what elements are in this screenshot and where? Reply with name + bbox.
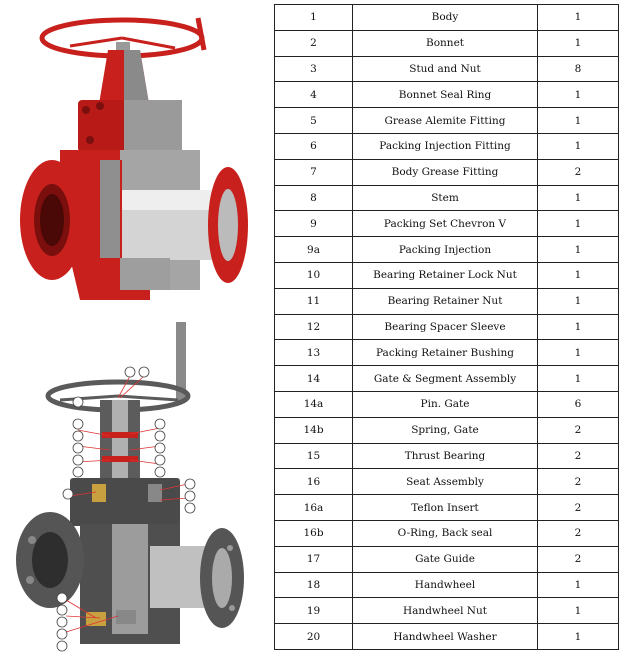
- part-name-cell: Packing Injection: [353, 237, 538, 263]
- part-name-cell: Body: [353, 5, 538, 31]
- part-qty-cell: 2: [538, 495, 619, 521]
- table-row: [275, 30, 619, 56]
- table-row: [275, 391, 619, 417]
- part-number-cell: 7: [275, 159, 353, 185]
- part-qty-cell: 1: [538, 572, 619, 598]
- part-number-cell: 5: [275, 108, 353, 134]
- table-row: [275, 624, 619, 650]
- table-row: [275, 443, 619, 469]
- part-name-cell: Handwheel Nut: [353, 598, 538, 624]
- part-number-cell: 14a: [275, 391, 353, 417]
- part-name-cell: Stud and Nut: [353, 56, 538, 82]
- table-row: [275, 237, 619, 263]
- part-qty-cell: 8: [538, 56, 619, 82]
- part-qty-cell: 1: [538, 598, 619, 624]
- part-qty-cell: 1: [538, 262, 619, 288]
- part-qty-cell: 1: [538, 82, 619, 108]
- table-row: [275, 598, 619, 624]
- part-qty-cell: 2: [538, 417, 619, 443]
- part-name-cell: Handwheel Washer: [353, 624, 538, 650]
- table-row: [275, 262, 619, 288]
- part-qty-cell: 1: [538, 185, 619, 211]
- part-name-cell: Bonnet: [353, 30, 538, 56]
- table-row: [275, 546, 619, 572]
- part-number-cell: 3: [275, 56, 353, 82]
- part-name-cell: Packing Injection Fitting: [353, 133, 538, 159]
- part-qty-cell: 1: [538, 108, 619, 134]
- part-qty-cell: 2: [538, 546, 619, 572]
- part-name-cell: Pin. Gate: [353, 391, 538, 417]
- part-qty-cell: 2: [538, 159, 619, 185]
- part-number-cell: 14: [275, 366, 353, 392]
- part-qty-cell: 6: [538, 391, 619, 417]
- part-name-cell: Teflon Insert: [353, 495, 538, 521]
- part-name-cell: Stem: [353, 185, 538, 211]
- part-name-cell: Handwheel: [353, 572, 538, 598]
- part-qty-cell: 1: [538, 624, 619, 650]
- part-number-cell: 13: [275, 340, 353, 366]
- part-qty-cell: 1: [538, 237, 619, 263]
- valve-illustration: [0, 0, 270, 658]
- table-row: [275, 185, 619, 211]
- part-number-cell: 1: [275, 5, 353, 31]
- part-number-cell: 17: [275, 546, 353, 572]
- table-row: [275, 520, 619, 546]
- part-qty-cell: 2: [538, 520, 619, 546]
- part-name-cell: Gate Guide: [353, 546, 538, 572]
- table-row: [275, 82, 619, 108]
- part-name-cell: Spring, Gate: [353, 417, 538, 443]
- part-qty-cell: 1: [538, 211, 619, 237]
- part-number-cell: 4: [275, 82, 353, 108]
- table-row: [275, 108, 619, 134]
- part-name-cell: Thrust Bearing: [353, 443, 538, 469]
- table-row: [275, 211, 619, 237]
- part-number-cell: 14b: [275, 417, 353, 443]
- part-name-cell: Body Grease Fitting: [353, 159, 538, 185]
- grey-sectional-valve: [16, 322, 244, 651]
- part-number-cell: 16b: [275, 520, 353, 546]
- table-row: [275, 56, 619, 82]
- part-qty-cell: 1: [538, 30, 619, 56]
- table-row: [275, 469, 619, 495]
- table-row: [275, 495, 619, 521]
- part-name-cell: Bearing Spacer Sleeve: [353, 314, 538, 340]
- table-row: [275, 288, 619, 314]
- part-qty-cell: 1: [538, 314, 619, 340]
- part-name-cell: Gate & Segment Assembly: [353, 366, 538, 392]
- part-number-cell: 16: [275, 469, 353, 495]
- part-number-cell: 20: [275, 624, 353, 650]
- part-number-cell: 9a: [275, 237, 353, 263]
- table-row: [275, 159, 619, 185]
- part-qty-cell: 2: [538, 469, 619, 495]
- table-row: [275, 340, 619, 366]
- part-name-cell: Packing Set Chevron V: [353, 211, 538, 237]
- part-number-cell: 11: [275, 288, 353, 314]
- table-row: [275, 572, 619, 598]
- part-number-cell: 15: [275, 443, 353, 469]
- part-name-cell: Bonnet Seal Ring: [353, 82, 538, 108]
- parts-list-table: [274, 4, 619, 650]
- part-number-cell: 16a: [275, 495, 353, 521]
- part-number-cell: 8: [275, 185, 353, 211]
- part-number-cell: 6: [275, 133, 353, 159]
- part-qty-cell: 1: [538, 340, 619, 366]
- part-qty-cell: 1: [538, 5, 619, 31]
- part-name-cell: Packing Retainer Bushing: [353, 340, 538, 366]
- part-qty-cell: 1: [538, 366, 619, 392]
- red-cutaway-valve: [20, 18, 248, 300]
- part-name-cell: Grease Alemite Fitting: [353, 108, 538, 134]
- table-row: [275, 366, 619, 392]
- part-number-cell: 19: [275, 598, 353, 624]
- part-number-cell: 10: [275, 262, 353, 288]
- part-number-cell: 18: [275, 572, 353, 598]
- parts-table-body: [275, 5, 619, 650]
- part-name-cell: Seat Assembly: [353, 469, 538, 495]
- table-row: [275, 314, 619, 340]
- part-name-cell: Bearing Retainer Lock Nut: [353, 262, 538, 288]
- part-qty-cell: 1: [538, 288, 619, 314]
- part-number-cell: 9: [275, 211, 353, 237]
- part-name-cell: O-Ring, Back seal: [353, 520, 538, 546]
- part-name-cell: Bearing Retainer Nut: [353, 288, 538, 314]
- part-number-cell: 12: [275, 314, 353, 340]
- part-qty-cell: 1: [538, 133, 619, 159]
- part-number-cell: 2: [275, 30, 353, 56]
- table-row: [275, 5, 619, 31]
- part-qty-cell: 2: [538, 443, 619, 469]
- table-row: [275, 133, 619, 159]
- table-row: [275, 417, 619, 443]
